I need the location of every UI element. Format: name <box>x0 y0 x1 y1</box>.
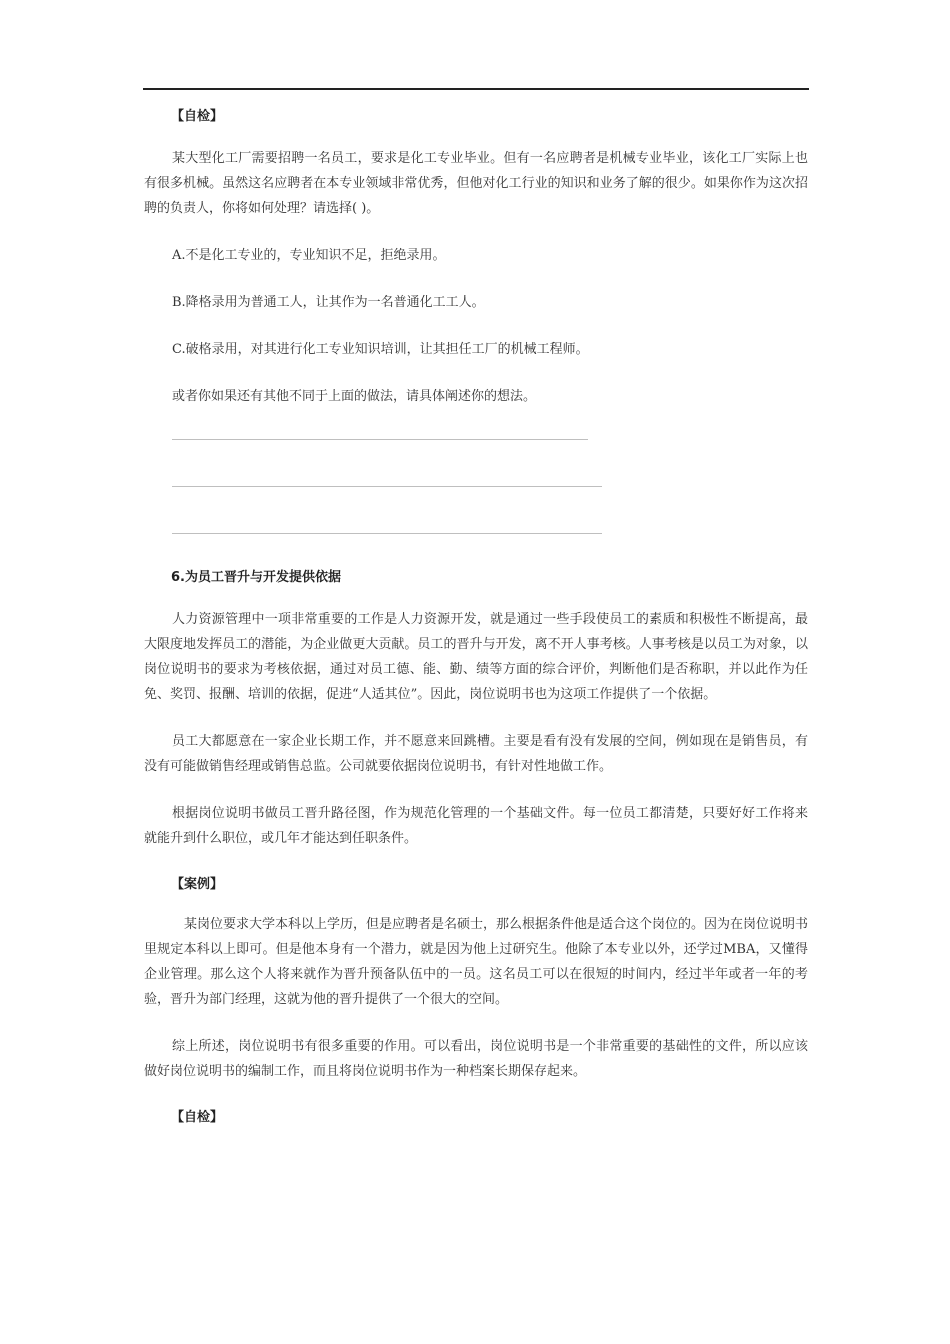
header-rule <box>143 88 809 90</box>
option-c: C.破格录用，对其进行化工专业知识培训，让其担任工厂的机械工程师。 <box>172 342 589 357</box>
paragraph-career-space: 员工大都愿意在一家企业长期工作，并不愿意来回跳槽。主要是看有没有发展的空间，例如现在是销售员，有没有可能做销售经理或销售总监。公司就要依据岗位说明书，有针对性地做工作。 <box>144 734 808 774</box>
case-heading: 【案例】 <box>171 877 224 892</box>
question-paragraph: 某大型化工厂需要招聘一名员工，要求是化工专业毕业。但有一名应聘者是机械专业毕业，该化工厂实际上也有很多机械。虽然这名应聘者在本专业领域非常优秀，但他对化工行业的知识和业务了解的很少。如果你作为这次招聘的负责人，你将如何处理？请选择( )。 <box>144 151 808 216</box>
paragraph-hr-development: 人力资源管理中一项非常重要的工作是人力资源开发，就是通过一些手段使员工的素质和积极性不断提高，最大限度地发挥员工的潜能，为企业做更大贡献。员工的晋升与开发，离不开人事考核。人事考核是以员工为对象，以岗位说明书的要求为考核依据，通过对员工德、能、勤、绩等方面的综合评价，判断他们是否称职，并以此作为任免、奖罚、报酬、培训的依据，促进“人适其位”。因此，岗位说明书也为这项工作提供了一个依据。 <box>144 612 808 702</box>
other-answer-prompt: 或者你如果还有其他不同于上面的做法，请具体阐述你的想法。 <box>172 389 537 404</box>
option-a: A.不是化工专业的，专业知识不足，拒绝录用。 <box>172 248 446 263</box>
option-b: B.降格录用为普通工人，让其作为一名普通化工工人。 <box>172 295 485 310</box>
answer-line[interactable] <box>172 533 602 534</box>
summary-paragraph: 综上所述，岗位说明书有很多重要的作用。可以看出，岗位说明书是一个非常重要的基础性的文件，所以应该做好岗位说明书的编制工作，而且将岗位说明书作为一种档案长期保存起来。 <box>144 1039 808 1079</box>
paragraph-promotion-path: 根据岗位说明书做员工晋升路径图，作为规范化管理的一个基础文件。每一位员工都清楚，只要好好工作将来就能升到什么职位，或几年才能达到任职条件。 <box>144 806 808 846</box>
self-check-heading: 【自检】 <box>171 109 224 124</box>
answer-line[interactable] <box>172 486 602 487</box>
document-body <box>144 105 808 1125</box>
case-paragraph: 某岗位要求大学本科以上学历，但是应聘者是名硕士，那么根据条件他是适合这个岗位的。因为在岗位说明书里规定本科以上即可。但是他本身有一个潜力，就是因为他上过研究生。他除了本专业以外，还学过MBA，又懂得企业管理。那么这个人将来就作为晋升预备队伍中的一员。这名员工可以在很短的时间内，经过半年或者一年的考验，晋升为部门经理，这就为他的晋升提供了一个很大的空间。 <box>144 917 809 1007</box>
self-check-heading: 【自检】 <box>171 1110 224 1125</box>
answer-line[interactable] <box>172 439 588 440</box>
section-title: 6.为员工晋升与开发提供依据 <box>171 570 341 585</box>
